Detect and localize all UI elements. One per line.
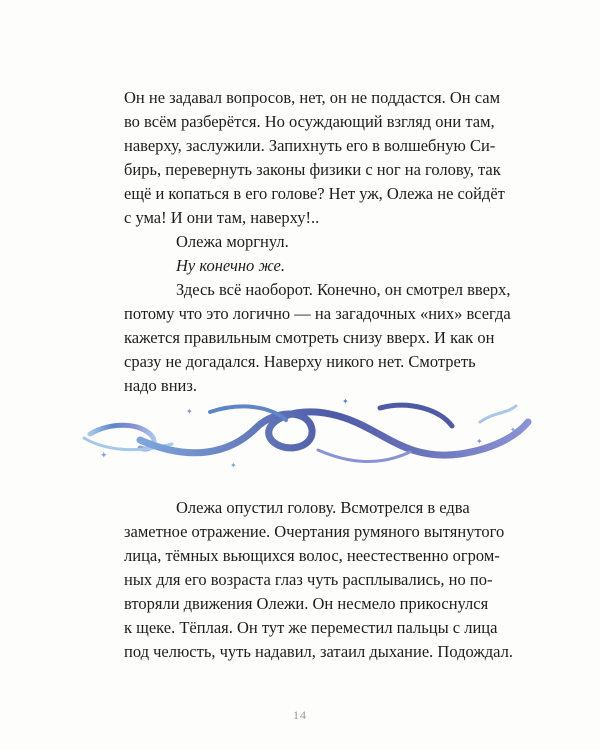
decorative-swirl-divider [80, 392, 532, 474]
text-line: наверху, заслужили. Запихнуть его в волшебную Си- [124, 136, 496, 155]
text-line: к щеке. Тёплая. Он тут же переместил пальцы с лица [124, 618, 498, 637]
text-block-bottom [124, 496, 513, 664]
text-line: Олежа опустил голову. Всмотрелся в едва [176, 498, 470, 517]
text-line: кажется правильным смотреть снизу вверх. И как он [124, 328, 495, 347]
text-line: бирь, перевернуть законы физики с ног на голову, так [124, 160, 501, 179]
text-line: надо вниз. [124, 376, 198, 395]
text-line: лица, тёмных вьющихся волос, неестественно огром- [124, 546, 500, 565]
text-line: Олежа моргнул. [176, 232, 289, 251]
text-line-italic: Ну конечно же. [176, 256, 286, 275]
svg-text:✦: ✦ [510, 426, 516, 434]
text-line: во всём разберётся. Но осуждающий взгляд они там, [124, 112, 495, 131]
svg-text:✦: ✦ [476, 437, 483, 446]
page-number: 14 [293, 708, 307, 722]
text-line: ещё и копаться в его голове? Нет уж, Олежа не сойдёт [124, 184, 505, 203]
text-line: потому что это логично — на загадочных «них» всегда [124, 304, 511, 323]
text-line: вторяли движения Олежи. Он несмело прикоснулся [124, 594, 489, 613]
text-line: заметное отражение. Очертания румяного вытянутого [124, 522, 505, 541]
svg-text:✦: ✦ [186, 407, 193, 416]
text-line: Он не задавал вопросов, нет, он не поддастся. Он сам [124, 88, 501, 107]
text-line: под челюсть, чуть надавил, затаил дыхание. Подождал. [124, 642, 513, 661]
svg-text:✦: ✦ [100, 451, 108, 461]
text-line: Здесь всё наоборот. Конечно, он смотрел вверх, [176, 280, 511, 299]
text-line: с ума! И они там, наверху!.. [124, 208, 320, 227]
svg-text:✦: ✦ [342, 397, 349, 406]
text-line: сразу не догадался. Наверху никого нет. Смотреть [124, 352, 476, 371]
svg-text:✦: ✦ [230, 461, 237, 470]
text-block-top [124, 86, 511, 398]
text-line: ных для его возраста глаз чуть расплывались, но по- [124, 570, 493, 589]
